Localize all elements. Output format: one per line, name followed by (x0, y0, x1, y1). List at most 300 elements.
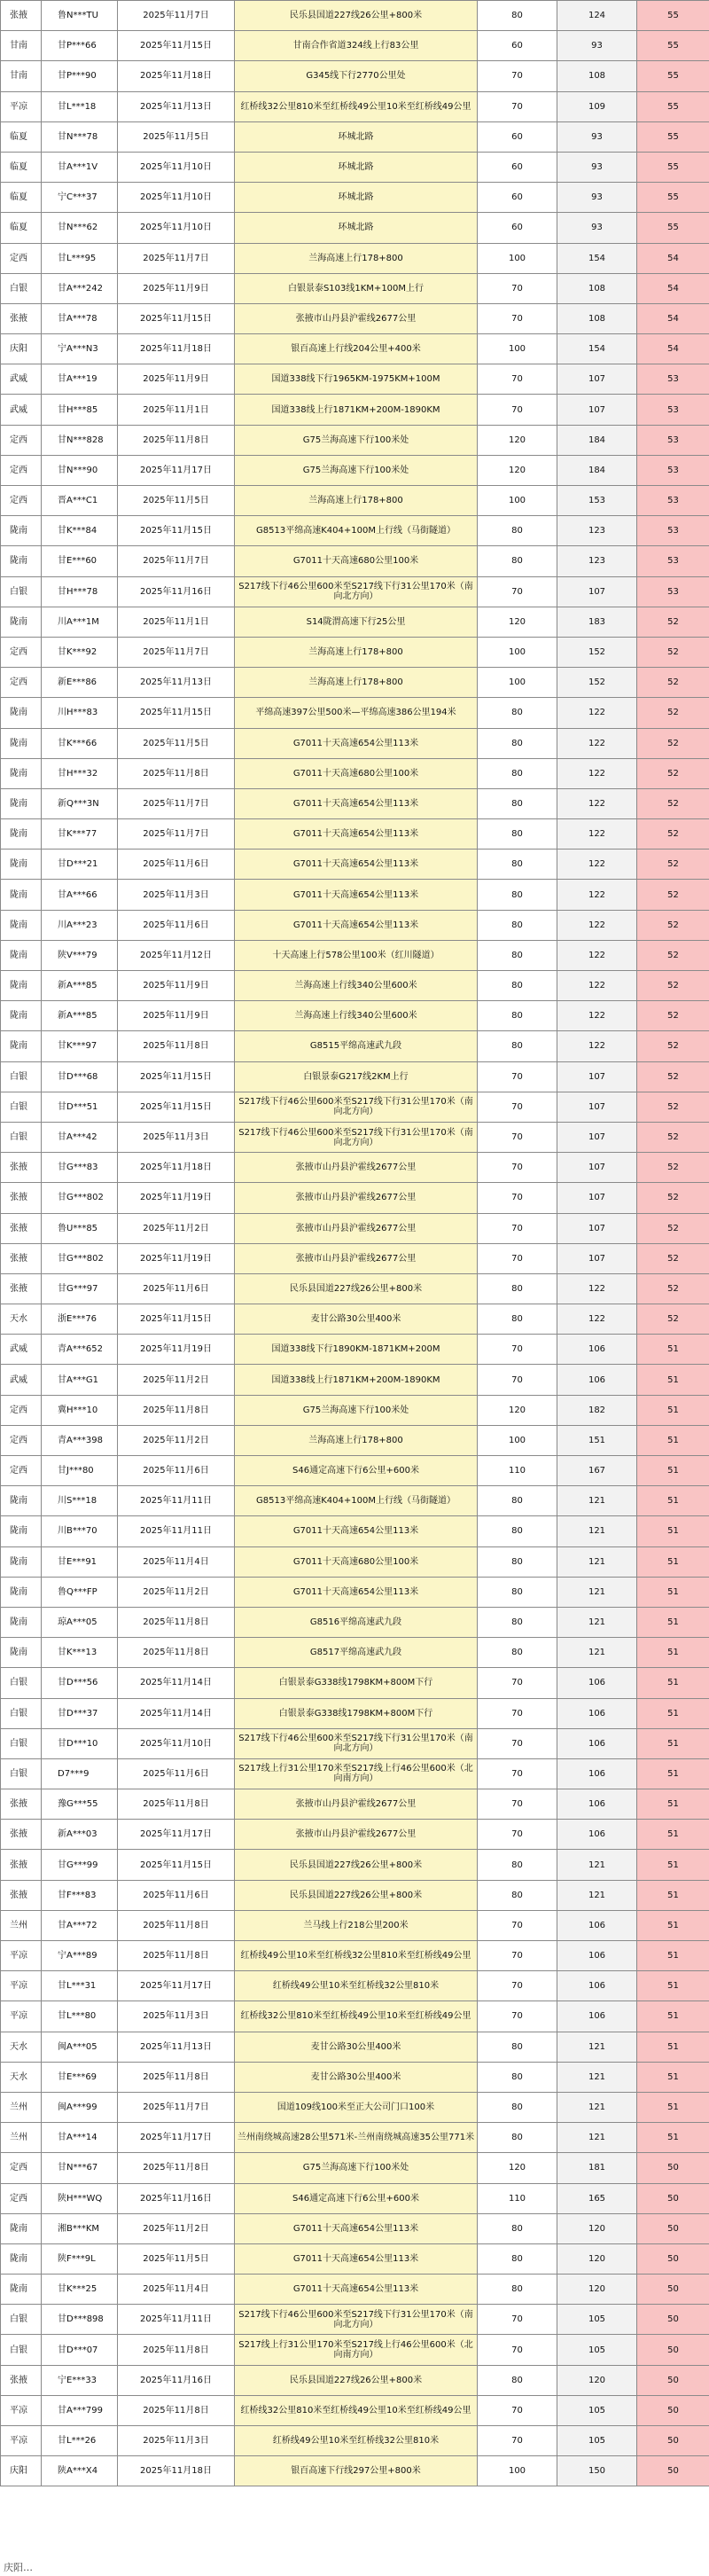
overspeed-percent-cell: 52 (637, 1243, 709, 1273)
location-cell: S217线下行46公里600米至S217线下行31公里170米（南向北方向） (235, 1092, 478, 1122)
measured-speed-cell: 120 (557, 2365, 637, 2395)
plate-cell: 甘D***07 (42, 2335, 118, 2365)
overspeed-percent-cell: 50 (637, 2456, 709, 2486)
plate-cell: 甘A***78 (42, 303, 118, 333)
speed-limit-cell: 70 (478, 576, 557, 607)
measured-speed-cell: 121 (557, 2032, 637, 2062)
speed-limit-cell: 70 (478, 1061, 557, 1092)
date-cell: 2025年11月9日 (118, 273, 235, 303)
speed-limit-cell: 100 (478, 668, 557, 698)
table-row (1, 971, 709, 1001)
measured-speed-cell: 108 (557, 303, 637, 333)
overspeed-percent-cell: 53 (637, 516, 709, 546)
overspeed-percent-cell: 52 (637, 1213, 709, 1243)
table-row (1, 637, 709, 667)
city-cell: 定西 (1, 2153, 42, 2183)
overspeed-percent-cell: 55 (637, 183, 709, 213)
table-row (1, 546, 709, 576)
city-cell: 定西 (1, 2183, 42, 2213)
location-cell: G7011十天高速654公里113米 (235, 1577, 478, 1607)
table-row (1, 1304, 709, 1335)
date-cell: 2025年11月14日 (118, 1668, 235, 1698)
measured-speed-cell: 152 (557, 637, 637, 667)
table-row (1, 1213, 709, 1243)
overspeed-percent-cell: 52 (637, 971, 709, 1001)
date-cell: 2025年11月2日 (118, 1365, 235, 1395)
measured-speed-cell: 122 (557, 698, 637, 728)
city-cell: 陇南 (1, 1001, 42, 1031)
location-cell: 环城北路 (235, 121, 478, 152)
city-cell: 陇南 (1, 516, 42, 546)
city-cell: 陇南 (1, 819, 42, 850)
measured-speed-cell: 107 (557, 576, 637, 607)
date-cell: 2025年11月17日 (118, 1971, 235, 2001)
measured-speed-cell: 109 (557, 91, 637, 121)
table-row (1, 668, 709, 698)
date-cell: 2025年11月1日 (118, 395, 235, 425)
measured-speed-cell: 123 (557, 516, 637, 546)
city-cell: 白银 (1, 1698, 42, 1728)
city-cell: 武威 (1, 364, 42, 395)
plate-cell: 甘L***95 (42, 243, 118, 273)
overspeed-percent-cell: 52 (637, 940, 709, 970)
overspeed-percent-cell: 52 (637, 880, 709, 910)
table-row (1, 1061, 709, 1092)
date-cell: 2025年11月11日 (118, 2305, 235, 2335)
plate-cell: 陕H***WQ (42, 2183, 118, 2213)
location-cell: G75兰海高速下行100米处 (235, 1395, 478, 1425)
city-cell: 张掖 (1, 1789, 42, 1820)
plate-cell: 甘D***56 (42, 1668, 118, 1698)
city-cell: 平凉 (1, 2426, 42, 2456)
plate-cell: 陕A***X4 (42, 2456, 118, 2486)
measured-speed-cell: 106 (557, 1668, 637, 1698)
city-cell: 兰州 (1, 2123, 42, 2153)
measured-speed-cell: 106 (557, 1820, 637, 1850)
table-row (1, 2062, 709, 2092)
date-cell: 2025年11月6日 (118, 910, 235, 940)
table-row (1, 2213, 709, 2243)
table-row (1, 1425, 709, 1455)
city-cell: 临夏 (1, 213, 42, 243)
plate-cell: 甘G***802 (42, 1243, 118, 1273)
speed-limit-cell: 70 (478, 1728, 557, 1758)
speed-limit-cell: 60 (478, 152, 557, 182)
city-cell: 定西 (1, 668, 42, 698)
plate-cell: 宁E***33 (42, 2365, 118, 2395)
measured-speed-cell: 107 (557, 1183, 637, 1213)
measured-speed-cell: 106 (557, 1910, 637, 1940)
overspeed-percent-cell: 50 (637, 2335, 709, 2365)
table-body (1, 1, 709, 2486)
table-row (1, 758, 709, 788)
speed-limit-cell: 80 (478, 546, 557, 576)
table-row (1, 2243, 709, 2274)
city-cell: 兰州 (1, 1910, 42, 1940)
table-row (1, 1607, 709, 1637)
city-cell: 平凉 (1, 91, 42, 121)
date-cell: 2025年11月2日 (118, 2213, 235, 2243)
speed-limit-cell: 80 (478, 819, 557, 850)
table-row (1, 1971, 709, 2001)
city-cell: 陇南 (1, 1516, 42, 1546)
date-cell: 2025年11月6日 (118, 1880, 235, 1910)
location-cell: S46通定高速下行6公里+600米 (235, 1456, 478, 1486)
overspeed-percent-cell: 51 (637, 1880, 709, 1910)
location-cell: 张掖市山丹县沪霍线2677公里 (235, 1213, 478, 1243)
speed-limit-cell: 70 (478, 1820, 557, 1850)
overspeed-percent-cell: 51 (637, 1516, 709, 1546)
date-cell: 2025年11月13日 (118, 2032, 235, 2062)
speed-limit-cell: 80 (478, 516, 557, 546)
measured-speed-cell: 107 (557, 1061, 637, 1092)
date-cell: 2025年11月3日 (118, 880, 235, 910)
plate-cell: 甘L***80 (42, 2001, 118, 2032)
speed-limit-cell: 80 (478, 910, 557, 940)
location-cell: S14陇渭高速下行25公里 (235, 607, 478, 637)
date-cell: 2025年11月6日 (118, 1758, 235, 1789)
measured-speed-cell: 106 (557, 1335, 637, 1365)
date-cell: 2025年11月4日 (118, 2275, 235, 2305)
city-cell: 定西 (1, 1395, 42, 1425)
speed-limit-cell: 80 (478, 2243, 557, 2274)
plate-cell: 甘N***828 (42, 425, 118, 455)
location-cell: 白银景泰S103线1KM+100M上行 (235, 273, 478, 303)
location-cell: 张掖市山丹县沪霍线2677公里 (235, 1789, 478, 1820)
location-cell: G8515平绵高速武九段 (235, 1031, 478, 1061)
measured-speed-cell: 106 (557, 2001, 637, 2032)
plate-cell: 甘K***25 (42, 2275, 118, 2305)
overspeed-percent-cell: 51 (637, 2001, 709, 2032)
location-cell: 兰海高速上行178+800 (235, 486, 478, 516)
location-cell: G7011十天高速654公里113米 (235, 1516, 478, 1546)
speed-limit-cell: 120 (478, 607, 557, 637)
speed-limit-cell: 70 (478, 1183, 557, 1213)
location-cell: G7011十天高速680公里100米 (235, 546, 478, 576)
measured-speed-cell: 107 (557, 1243, 637, 1273)
city-cell: 甘南 (1, 61, 42, 91)
date-cell: 2025年11月13日 (118, 668, 235, 698)
measured-speed-cell: 183 (557, 607, 637, 637)
location-cell: G345线下行2770公里处 (235, 61, 478, 91)
date-cell: 2025年11月7日 (118, 2092, 235, 2122)
location-cell: 麦甘公路30公里400米 (235, 1304, 478, 1335)
date-cell: 2025年11月8日 (118, 1638, 235, 1668)
date-cell: 2025年11月11日 (118, 1486, 235, 1516)
table-row (1, 1638, 709, 1668)
plate-cell: 甘P***66 (42, 31, 118, 61)
measured-speed-cell: 154 (557, 334, 637, 364)
speed-limit-cell: 70 (478, 1153, 557, 1183)
city-cell: 武威 (1, 1335, 42, 1365)
table-row (1, 1577, 709, 1607)
plate-cell: 陕F***9L (42, 2243, 118, 2274)
table-row (1, 486, 709, 516)
plate-cell: 青A***398 (42, 1425, 118, 1455)
plate-cell: 甘N***62 (42, 213, 118, 243)
speed-limit-cell: 80 (478, 2213, 557, 2243)
location-cell: S46通定高速下行6公里+600米 (235, 2183, 478, 2213)
measured-speed-cell: 122 (557, 728, 637, 758)
speed-limit-cell: 80 (478, 1638, 557, 1668)
date-cell: 2025年11月15日 (118, 1092, 235, 1122)
table-row (1, 1820, 709, 1850)
date-cell: 2025年11月7日 (118, 819, 235, 850)
plate-cell: 甘E***60 (42, 546, 118, 576)
date-cell: 2025年11月15日 (118, 303, 235, 333)
plate-cell: 甘A***14 (42, 2123, 118, 2153)
city-cell: 陇南 (1, 1486, 42, 1516)
overspeed-percent-cell: 52 (637, 1183, 709, 1213)
location-cell: G75兰海高速下行100米处 (235, 2153, 478, 2183)
table-row (1, 121, 709, 152)
date-cell: 2025年11月15日 (118, 516, 235, 546)
location-cell: 民乐县国道227线26公里+800米 (235, 1880, 478, 1910)
city-cell: 定西 (1, 637, 42, 667)
table-row (1, 698, 709, 728)
plate-cell: 鲁N***TU (42, 1, 118, 31)
overspeed-percent-cell: 50 (637, 2365, 709, 2395)
measured-speed-cell: 106 (557, 1971, 637, 2001)
location-cell: 十天高速上行578公里100米（红川隧道） (235, 940, 478, 970)
table-row (1, 243, 709, 273)
overspeed-percent-cell: 53 (637, 546, 709, 576)
plate-cell: 甘D***37 (42, 1698, 118, 1728)
table-row (1, 1880, 709, 1910)
overspeed-percent-cell: 51 (637, 1698, 709, 1728)
speed-limit-cell: 80 (478, 1486, 557, 1516)
table-row (1, 61, 709, 91)
measured-speed-cell: 121 (557, 1880, 637, 1910)
speed-limit-cell: 70 (478, 1941, 557, 1971)
plate-cell: 甘D***21 (42, 850, 118, 880)
overspeed-percent-cell: 52 (637, 607, 709, 637)
overspeed-percent-cell: 53 (637, 576, 709, 607)
location-cell: G7011十天高速654公里113米 (235, 2243, 478, 2274)
plate-cell: 甘N***90 (42, 455, 118, 485)
measured-speed-cell: 184 (557, 425, 637, 455)
city-cell: 张掖 (1, 2365, 42, 2395)
table-row (1, 1335, 709, 1365)
city-cell: 定西 (1, 1456, 42, 1486)
measured-speed-cell: 122 (557, 1001, 637, 1031)
city-cell: 白银 (1, 576, 42, 607)
location-cell: 兰海高速上行线340公里600米 (235, 1001, 478, 1031)
plate-cell: 甘N***78 (42, 121, 118, 152)
plate-cell: 甘A***242 (42, 273, 118, 303)
overspeed-percent-cell: 51 (637, 1758, 709, 1789)
location-cell: 银百高速上行线204公里+400米 (235, 334, 478, 364)
city-cell: 张掖 (1, 1880, 42, 1910)
plate-cell: 琼A***05 (42, 1607, 118, 1637)
date-cell: 2025年11月10日 (118, 152, 235, 182)
overspeed-percent-cell: 52 (637, 910, 709, 940)
overspeed-percent-cell: 51 (637, 1335, 709, 1365)
date-cell: 2025年11月14日 (118, 1698, 235, 1728)
date-cell: 2025年11月8日 (118, 1031, 235, 1061)
speed-limit-cell: 80 (478, 940, 557, 970)
measured-speed-cell: 152 (557, 668, 637, 698)
location-cell: G75兰海高速下行100米处 (235, 425, 478, 455)
speed-limit-cell: 120 (478, 425, 557, 455)
speed-limit-cell: 100 (478, 486, 557, 516)
city-cell: 陇南 (1, 728, 42, 758)
table-row (1, 788, 709, 818)
plate-cell: 新A***03 (42, 1820, 118, 1850)
speed-limit-cell: 60 (478, 31, 557, 61)
plate-cell: 甘D***10 (42, 1728, 118, 1758)
date-cell: 2025年11月2日 (118, 1213, 235, 1243)
overspeed-percent-cell: 55 (637, 213, 709, 243)
location-cell: 国道338线上行1871KM+200M-1890KM (235, 395, 478, 425)
measured-speed-cell: 107 (557, 1213, 637, 1243)
overspeed-percent-cell: 51 (637, 1638, 709, 1668)
table-row (1, 940, 709, 970)
city-cell: 陇南 (1, 1607, 42, 1637)
overspeed-percent-cell: 53 (637, 395, 709, 425)
speed-limit-cell: 100 (478, 637, 557, 667)
location-cell: 平绵高速397公里500米—平绵高速386公里194米 (235, 698, 478, 728)
measured-speed-cell: 121 (557, 1577, 637, 1607)
date-cell: 2025年11月8日 (118, 2395, 235, 2425)
speed-limit-cell: 80 (478, 2092, 557, 2122)
table-row (1, 213, 709, 243)
table-row (1, 1122, 709, 1152)
date-cell: 2025年11月18日 (118, 334, 235, 364)
overspeed-percent-cell: 52 (637, 698, 709, 728)
measured-speed-cell: 122 (557, 850, 637, 880)
table-row (1, 1668, 709, 1698)
date-cell: 2025年11月17日 (118, 2123, 235, 2153)
location-cell: 环城北路 (235, 213, 478, 243)
speed-limit-cell: 70 (478, 1789, 557, 1820)
plate-cell: 甘E***91 (42, 1546, 118, 1577)
table-row (1, 2305, 709, 2335)
overspeed-percent-cell: 52 (637, 728, 709, 758)
city-cell: 白银 (1, 1668, 42, 1698)
city-cell: 张掖 (1, 1820, 42, 1850)
date-cell: 2025年11月17日 (118, 455, 235, 485)
location-cell: 麦甘公路30公里400米 (235, 2032, 478, 2062)
measured-speed-cell: 93 (557, 213, 637, 243)
plate-cell: 新E***86 (42, 668, 118, 698)
plate-cell: 甘N***67 (42, 2153, 118, 2183)
city-cell: 陇南 (1, 910, 42, 940)
location-cell: 银百高速下行线297公里+800米 (235, 2456, 478, 2486)
speed-limit-cell: 80 (478, 1577, 557, 1607)
measured-speed-cell: 122 (557, 910, 637, 940)
measured-speed-cell: 105 (557, 2426, 637, 2456)
city-cell: 甘南 (1, 31, 42, 61)
speed-limit-cell: 100 (478, 243, 557, 273)
location-cell: 红桥线49公里10米至红桥线32公里810米 (235, 1971, 478, 2001)
table-row (1, 1728, 709, 1758)
speed-limit-cell: 80 (478, 2062, 557, 2092)
location-cell: 民乐县国道227线26公里+800米 (235, 1273, 478, 1304)
measured-speed-cell: 121 (557, 2123, 637, 2153)
plate-cell: 甘E***69 (42, 2062, 118, 2092)
table-row (1, 2153, 709, 2183)
overspeed-percent-cell: 53 (637, 455, 709, 485)
plate-cell: 川S***18 (42, 1486, 118, 1516)
measured-speed-cell: 93 (557, 152, 637, 182)
table-row (1, 607, 709, 637)
location-cell: G7011十天高速654公里113米 (235, 2275, 478, 2305)
city-cell: 陇南 (1, 880, 42, 910)
overspeed-percent-cell: 54 (637, 334, 709, 364)
overspeed-percent-cell: 50 (637, 2275, 709, 2305)
speed-limit-cell: 70 (478, 1698, 557, 1728)
speed-limit-cell: 60 (478, 183, 557, 213)
measured-speed-cell: 121 (557, 1516, 637, 1546)
city-cell: 陇南 (1, 698, 42, 728)
overspeed-percent-cell: 53 (637, 486, 709, 516)
measured-speed-cell: 105 (557, 2335, 637, 2365)
date-cell: 2025年11月15日 (118, 1850, 235, 1880)
plate-cell: 甘A***66 (42, 880, 118, 910)
plate-cell: 甘J***80 (42, 1456, 118, 1486)
plate-cell: 甘A***799 (42, 2395, 118, 2425)
overspeed-percent-cell: 51 (637, 1820, 709, 1850)
location-cell: 白银景泰G217线2KM上行 (235, 1061, 478, 1092)
table-row (1, 91, 709, 121)
table-row (1, 273, 709, 303)
plate-cell: 晋A***C1 (42, 486, 118, 516)
measured-speed-cell: 108 (557, 61, 637, 91)
overspeed-percent-cell: 52 (637, 758, 709, 788)
location-cell: 民乐县国道227线26公里+800米 (235, 2365, 478, 2395)
city-cell: 临夏 (1, 183, 42, 213)
table-row (1, 2183, 709, 2213)
overspeed-percent-cell: 51 (637, 2123, 709, 2153)
measured-speed-cell: 122 (557, 1304, 637, 1335)
plate-cell: 甘G***83 (42, 1153, 118, 1183)
city-cell: 张掖 (1, 1243, 42, 1273)
plate-cell: 陕V***79 (42, 940, 118, 970)
plate-cell: 甘D***68 (42, 1061, 118, 1092)
plate-cell: D7***9 (42, 1758, 118, 1789)
city-cell: 张掖 (1, 1153, 42, 1183)
date-cell: 2025年11月13日 (118, 91, 235, 121)
city-cell: 白银 (1, 2335, 42, 2365)
date-cell: 2025年11月6日 (118, 1273, 235, 1304)
date-cell: 2025年11月7日 (118, 637, 235, 667)
date-cell: 2025年11月15日 (118, 31, 235, 61)
measured-speed-cell: 106 (557, 1365, 637, 1395)
measured-speed-cell: 124 (557, 1, 637, 31)
overspeed-percent-cell: 55 (637, 61, 709, 91)
table-row (1, 1243, 709, 1273)
table-row (1, 1546, 709, 1577)
location-cell: G8517平绵高速武九段 (235, 1638, 478, 1668)
date-cell: 2025年11月15日 (118, 1061, 235, 1092)
date-cell: 2025年11月6日 (118, 1456, 235, 1486)
city-cell: 天水 (1, 1304, 42, 1335)
location-cell: 麦甘公路30公里400米 (235, 2062, 478, 2092)
table-row (1, 303, 709, 333)
date-cell: 2025年11月18日 (118, 61, 235, 91)
table-row (1, 152, 709, 182)
city-cell: 陇南 (1, 758, 42, 788)
overspeed-percent-cell: 51 (637, 1728, 709, 1758)
speed-limit-cell: 70 (478, 1335, 557, 1365)
date-cell: 2025年11月6日 (118, 850, 235, 880)
location-cell: 张掖市山丹县沪霍线2677公里 (235, 1153, 478, 1183)
plate-cell: 甘D***898 (42, 2305, 118, 2335)
speed-limit-cell: 60 (478, 121, 557, 152)
location-cell: S217线上行31公里170米至S217线上行46公里600米（北向南方向） (235, 2335, 478, 2365)
plate-cell: 川A***1M (42, 607, 118, 637)
